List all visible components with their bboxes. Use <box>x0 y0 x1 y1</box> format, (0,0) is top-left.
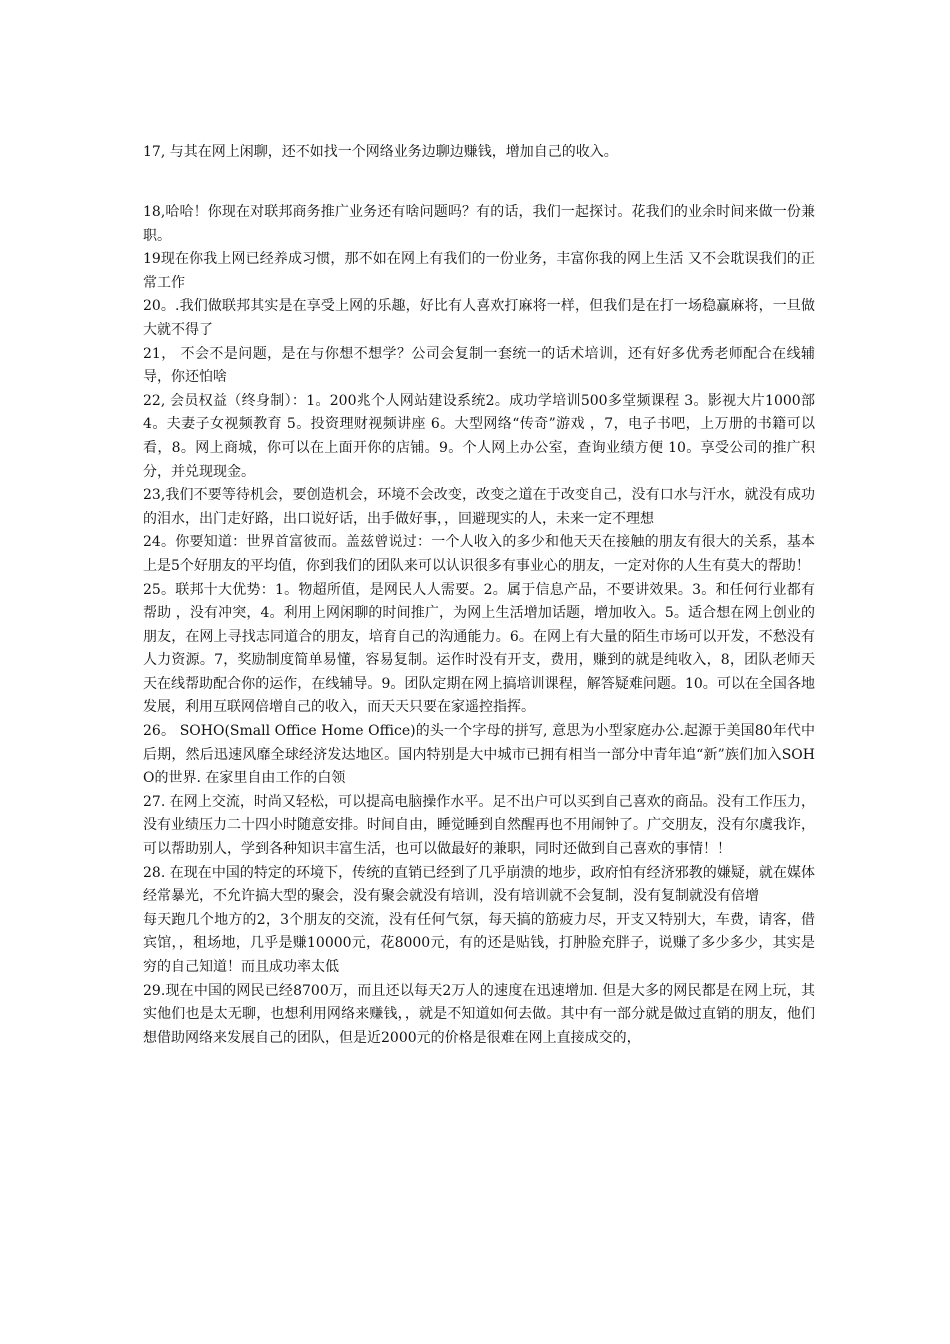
document-body <box>143 201 815 1050</box>
paragraph-28: 28. 在现在中国的特定的环境下，传统的直销已经到了几乎崩溃的地步，政府怕有经济邪教的嫌疑，就在媒体经常暴光，不允许搞大型的聚会，没有聚会就没有培训，没有培训就不会复制，没有复制就没有倍增 <box>143 864 815 905</box>
paragraph-22: 22, 会员权益（终身制）：1。200兆个人网站建设系统2。成功学培训500多堂频课程 3。影视大片1000部 4。夫妻子女视频教育 5。投资理财视频讲座 6。大型网络“传奇”游戏 ，7，电子书吧，上万册的书籍可以看，8。网上商城，你可以在上面开你的店铺。9。个人网上办公室，查询业绩方便 10。享受公司的推广积分，并兑现现金。 <box>143 392 815 480</box>
paragraph-17: 17, 与其在网上闲聊，还不如找一个网络业务边聊边赚钱，增加自己的收入。 <box>143 144 618 160</box>
paragraph-19: 19现在你我上网已经养成习惯，那不如在网上有我们的一份业务，丰富你我的网上生活 又不会耽误我们的正常工作 <box>143 251 815 291</box>
paragraph-20: 20。.我们做联邦其实是在享受上网的乐趣，好比有人喜欢打麻将一样，但我们是在打一场稳赢麻将，一旦做大就不得了 <box>143 298 815 338</box>
paragraph-23: 23,我们不要等待机会，要创造机会，环境不会改变，改变之道在于改变自己，没有口水与汗水，就没有成功的泪水，出门走好路，出口说好话，出手做好事，，回避现实的人，未来一定不理想 <box>143 487 815 527</box>
paragraph-26: 26。 SOHO(Small Office Home Office)的头一个字母的拼写, 意思为小型家庭办公.起源于美国80年代中后期，然后迅速风靡全球经济发达地区。国内特别是大中城市已拥有相当一部分中青年追“新”族们加入SOHO的世界. 在家里自由工作的白领 <box>143 723 815 787</box>
paragraph-25: 25。联邦十大优势：1。物超所值，是网民人人需要。2。属于信息产品，不要讲效果。3。和任何行业都有帮助 ，没有冲突，4。利用上网闲聊的时间推广，为网上生活增加话题，增加收入。5。适合想在网上创业的朋友，在网上寻找志同道合的朋友，培育自己的沟通能力。6。在网上有大量的陌生市场可以开发，不愁没有人力资源。7，奖励制度简单易懂，容易复制。运作时没有开支，费用，赚到的就是纯收入，8，团队老师天天在线帮助配合你的运作，在线辅导。9。团队定期在网上搞培训课程，解答疑难问题。10。可以在全国各地发展，利用互联网倍增自己的收入，而天天只要在家遥控指挥。 <box>143 581 815 716</box>
paragraph-18: 18,哈哈！你现在对联邦商务推广业务还有啥问题吗？有的话，我们一起探讨。花我们的业余时间来做一份兼职。 <box>143 204 815 244</box>
paragraph-28-continued: 每天跑几个地方的2，3个朋友的交流，没有任何气氛，每天搞的筋疲力尽，开支又特别大，车费，请客，借宾馆，，租场地，几乎是赚10000元，花8000元，有的还是贴钱，打肿脸充胖子，说赚了多少多少，其实是穷的自己知道！而且成功率太低 <box>143 911 815 975</box>
paragraph-29: 29.现在中国的网民已经8700万，而且还以每天2万人的速度在迅速增加. 但是大多的网民都是在网上玩，其实他们也是太无聊，也想利用网络来赚钱，，就是不知道如何去做。其中有一部分就是做过直销的朋友，他们想借助网络来发展自己的团队，但是近2000元的价格是很难在网上直接成交的， <box>143 982 815 1046</box>
paragraph-21: 21， 不会不是问题，是在与你想不想学？公司会复制一套统一的话术培训，还有好多优秀老师配合在线辅导，你还怕啥 <box>143 345 815 386</box>
paragraph-24: 24。你要知道：世界首富彼而。盖兹曾说过：一个人收入的多少和他天天在接触的朋友有很大的关系，基本上是5个好朋友的平均值，你到我们的团队来可以认识很多有事业心的朋友，一定对你的人生有莫大的帮助！ <box>143 534 815 574</box>
paragraph-27: 27. 在网上交流，时尚又轻松，可以提高电脑操作水平。足不出户可以买到自己喜欢的商品。没有工作压力，没有业绩压力二十四小时随意安排。时间自由，睡觉睡到自然醒再也不用闹钟了。广交朋友，没有尔虞我诈，可以帮助别人，学到各种知识丰富生活，也可以做最好的兼职，同时还做到自己喜欢的事情！！ <box>143 793 815 858</box>
